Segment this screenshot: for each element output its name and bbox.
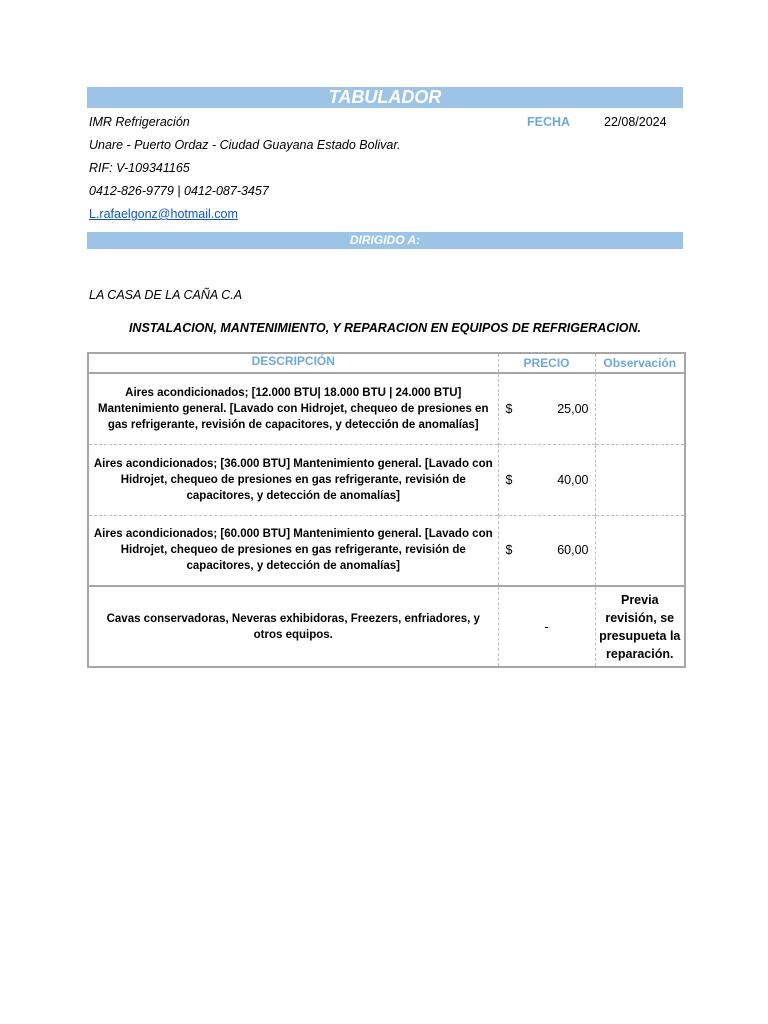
table-row	[88, 515, 685, 586]
email-link[interactable]: L.rafaelgonz@hotmail.com	[89, 207, 238, 221]
row-price-cell	[498, 586, 595, 667]
recipient-name: LA CASA DE LA CAÑA C.A	[89, 288, 243, 302]
row-description: Aires acondicionados; [60.000 BTU] Mantenimiento general. [Lavado con Hidrojet, chequeo de presiones en gas refrigerante, revisión de capacitores, y detección de anomalías]	[88, 515, 498, 586]
header-description: DESCRIPCIÓN	[88, 353, 498, 373]
header-price: PRECIO	[498, 353, 595, 373]
price-table	[87, 352, 686, 668]
company-rif: RIF: V-109341165	[89, 161, 190, 175]
table-row	[88, 586, 685, 667]
row-price: 60,00	[557, 543, 589, 558]
row-description: Cavas conservadoras, Neveras exhibidoras, Freezers, enfriadores, y otros equipos.	[88, 586, 498, 667]
currency-symbol: $	[505, 543, 513, 558]
document-title: TABULADOR	[87, 87, 683, 108]
row-price: 40,00	[557, 472, 589, 487]
recipient-label: DIRIGIDO A:	[87, 232, 683, 249]
row-description: Aires acondicionados; [36.000 BTU] Mantenimiento general. [Lavado con Hidrojet, chequeo de presiones en gas refrigerante, revisión de capacitores, y detección de anomalías]	[88, 444, 498, 515]
row-observation	[595, 515, 685, 586]
currency-symbol: $	[505, 472, 513, 487]
table-row	[88, 444, 685, 515]
row-observation	[595, 373, 685, 444]
company-phones: 0412-826-9779 | 0412-087-3457	[89, 184, 269, 198]
company-name: IMR Refrigeración	[89, 115, 190, 129]
row-price-cell	[498, 373, 595, 444]
header-observation: Observación	[603, 356, 677, 370]
date-value: 22/08/2024	[604, 115, 667, 129]
row-price: 25,00	[557, 401, 589, 416]
row-observation	[595, 444, 685, 515]
company-address: Unare - Puerto Ordaz - Ciudad Guayana Estado Bolivar.	[89, 138, 401, 152]
row-price-cell	[498, 515, 595, 586]
row-price-cell	[498, 444, 595, 515]
row-description: Aires acondicionados; [12.000 BTU| 18.000 BTU | 24.000 BTU] Mantenimiento general. [Lavado con Hidrojet, chequeo de presiones en gas refrigerante, revisión de capacitores, y detección de anomalías]	[88, 373, 498, 444]
table-row	[88, 373, 685, 444]
currency-symbol: $	[505, 401, 513, 416]
table-header-row	[88, 353, 685, 373]
date-label: FECHA	[527, 115, 571, 129]
row-observation: Previa revisión, se presupueta la reparación.	[599, 592, 681, 661]
section-title: INSTALACION, MANTENIMIENTO, Y REPARACION EN EQUIPOS DE REFRIGERACION.	[128, 321, 642, 335]
row-price: -	[544, 619, 549, 634]
